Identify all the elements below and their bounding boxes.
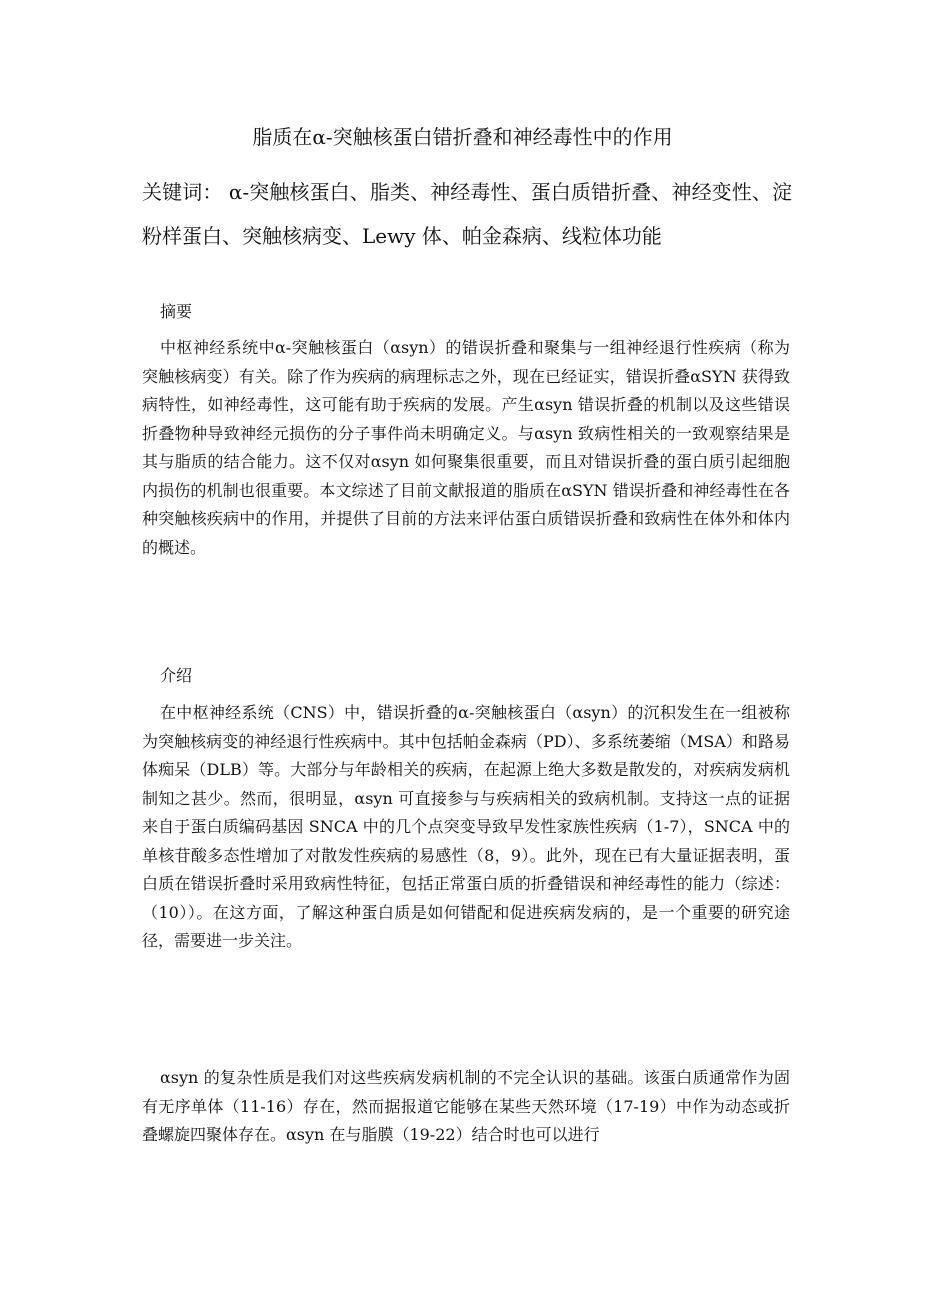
keywords-line: 关键词： α-突触核蛋白、脂类、神经毒性、蛋白质错折叠、神经变性、淀粉样蛋白、突触核病变、Lewy 体、帕金森病、线粒体功能 — [142, 180, 792, 248]
abstract-heading: 摘要 — [160, 302, 193, 321]
abstract-paragraph: 中枢神经系统中α-突触核蛋白（αsyn）的错误折叠和聚集与一组神经退行性疾病（称为突触核病变）有关。除了作为疾病的病理标志之外，现在已经证实，错误折叠αSYN 获得致病特性，如神经毒性，这可能有助于疾病的发展。产生αsyn 错误折叠的机制以及这些错误折叠物种导致神经元损伤的分子事件尚未明确定义。与αsyn 致病性相关的一致观察结果是其与脂质的结合能力。这不仅对αsyn 如何聚集很重要，而且对错误折叠的蛋白质引起细胞内损伤的机制也很重要。本文综述了目前文献报道的脂质在αSYN 错误折叠和神经毒性在各种突触核疾病中的作用，并提供了目前的方法来评估蛋白质错误折叠和致病性在体外和体内的概述。 — [142, 338, 790, 557]
introduction-paragraph-1: 在中枢神经系统（CNS）中，错误折叠的α-突触核蛋白（αsyn）的沉积发生在一组被称为突触核病变的神经退行性疾病中。其中包括帕金森病（PD）、多系统萎缩（MSA）和路易体痴呆（DLB）等。大部分与年龄相关的疾病，在起源上绝大多数是散发的，对疾病发病机制知之甚少。然而，很明显，αsyn 可直接参与与疾病相关的致病机制。支持这一点的证据来自于蛋白质编码基因 SNCA 中的几个点突变导致早发性家族性疾病（1-7），SNCA 中的单核苷酸多态性增加了对散发性疾病的易感性（8，9）。此外，现在已有大量证据表明，蛋白质在错误折叠时采用致病性特征，包括正常蛋白质的折叠错误和神经毒性的能力（综述：（10））。在这方面，了解这种蛋白质是如何错配和促进疾病发病的，是一个重要的研究途径，需要进一步关注。 — [142, 703, 790, 950]
introduction-heading: 介绍 — [160, 666, 193, 685]
document-title: 脂质在α-突触核蛋白错折叠和神经毒性中的作用 — [252, 125, 673, 149]
introduction-paragraph-2: αsyn 的复杂性质是我们对这些疾病发病机制的不完全认识的基础。该蛋白质通常作为固有无序单体（11-16）存在，然而据报道它能够在某些天然环境（17-19）中作为动态或折叠螺旋四聚体存在。αsyn 在与脂膜（19-22）结合时也可以进行 — [142, 1068, 790, 1144]
